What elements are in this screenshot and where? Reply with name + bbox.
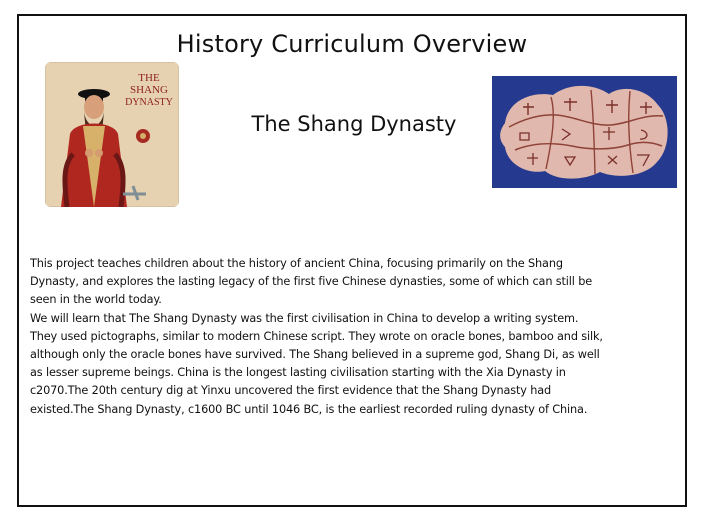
overview-line-3: seen in the world today.: [30, 293, 162, 307]
overview-line-7: as lesser supreme beings. China is the longest lasting civilisation starting with the Xia Dynasty in: [30, 366, 566, 380]
book-cover-image: [45, 62, 179, 207]
overview-line-6: although only the oracle bones have survived. The Shang believed in a supreme god, Shang Di, as well: [30, 348, 600, 362]
page-subtitle: The Shang Dynasty: [251, 112, 457, 136]
page-title: History Curriculum Overview: [176, 30, 528, 58]
overview-line-9: existed.The Shang Dynasty, c1600 BC until 1046 BC, is the earliest recorded ruling dynasty of China.: [30, 402, 588, 416]
overview-line-1: This project teaches children about the history of ancient China, focusing primarily on the Shang: [30, 257, 563, 270]
book-cover-text-3: DYNASTY: [125, 97, 173, 108]
book-cover-text-1: THE: [138, 72, 160, 84]
book-cover-text-2: SHANG: [130, 84, 168, 96]
overview-line-8: c2070.The 20th century dig at Yinxu uncovered the first evidence that the Shang Dynasty had: [30, 384, 552, 398]
overview-line-5: They used pictographs, similar to modern Chinese script. They wrote on oracle bones, bamboo and silk,: [30, 329, 603, 343]
overview-line-4: We will learn that The Shang Dynasty was the first civilisation in China to develop a writing system.: [30, 311, 579, 325]
overview-frame: [17, 14, 687, 507]
oracle-bone-picture-icon: [492, 76, 677, 188]
overview-line-2: Dynasty, and explores the lasting legacy of the first five Chinese dynasties, some of which can still be: [30, 275, 593, 289]
project-overview-text: [30, 255, 680, 419]
shang-emperor-book-cover-icon: [45, 62, 179, 207]
oracle-bone-image: [492, 76, 677, 188]
